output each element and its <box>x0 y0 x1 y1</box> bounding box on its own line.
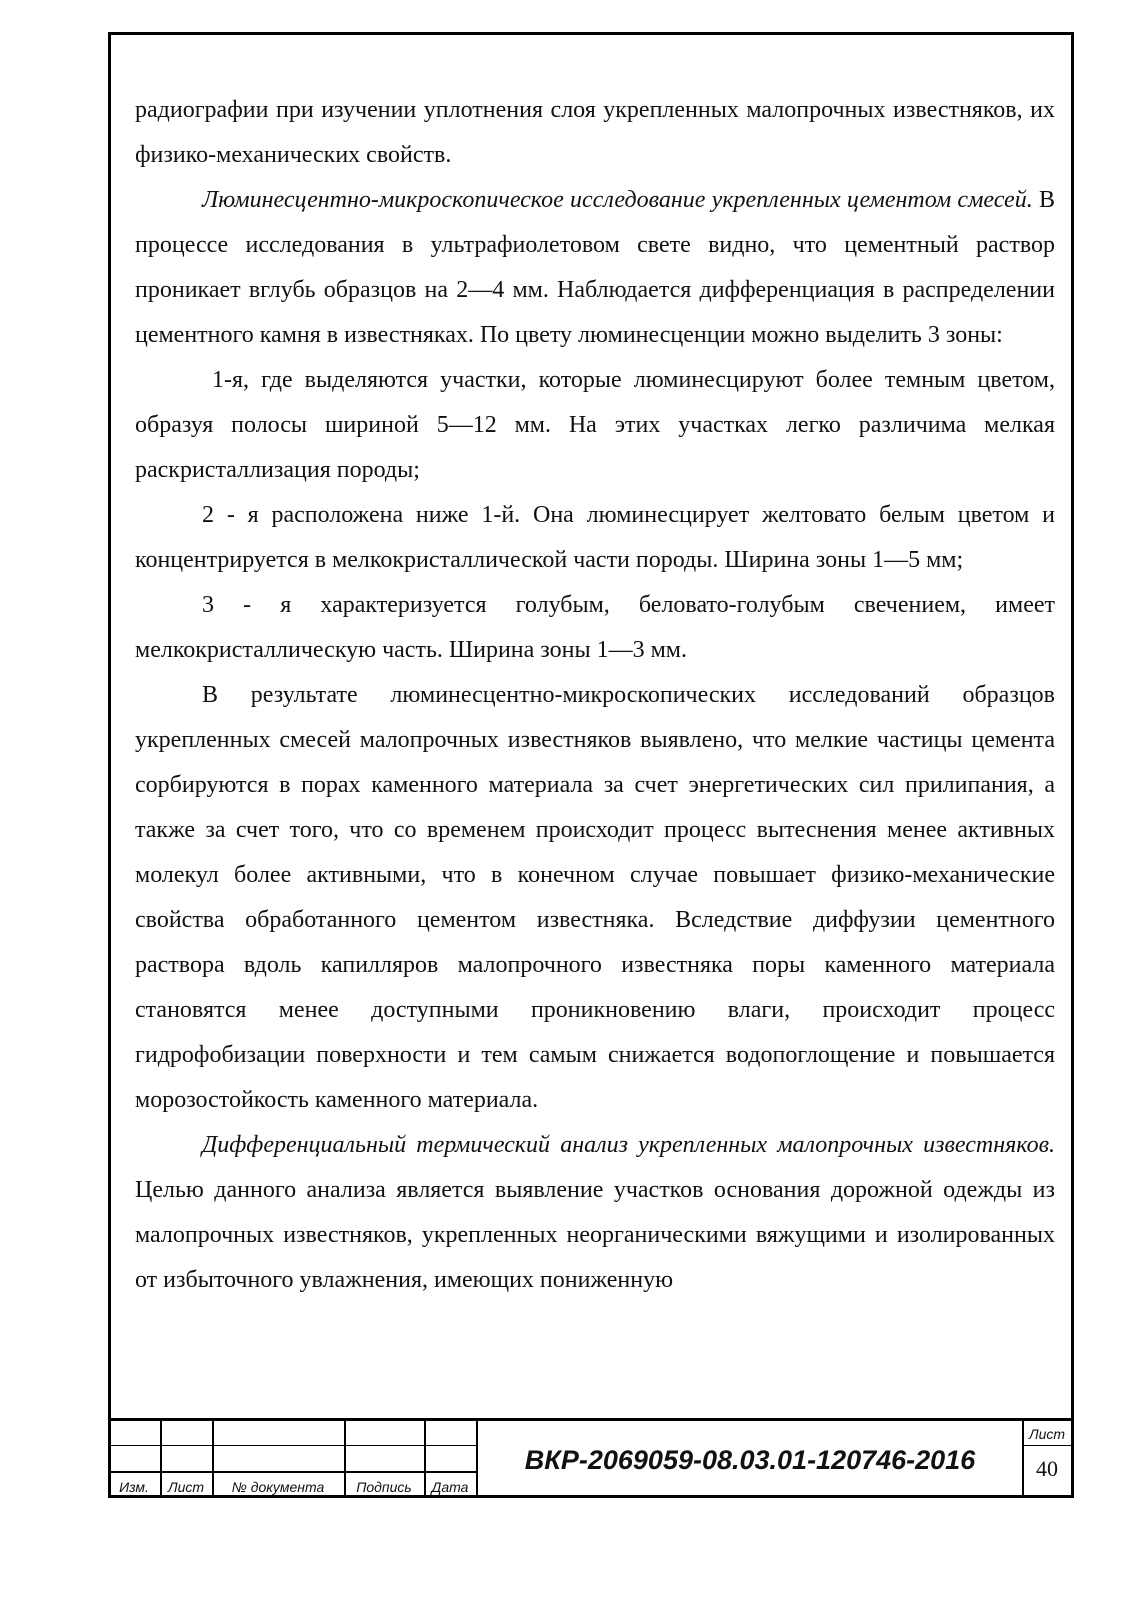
paragraph-2-heading: Люминесцентно-микроскопическое исследование укрепленных цементом смесей. <box>202 187 1033 213</box>
title-block <box>108 1418 1074 1498</box>
paragraph-7 <box>135 1123 1055 1303</box>
col-izm-label: Изм. <box>119 1479 149 1495</box>
paragraph-2 <box>135 178 1055 358</box>
col-list-label: Лист <box>167 1479 205 1495</box>
paragraph-6: В результате люминесцентно-микроскопических исследований образцов укрепленных смесей малопрочных известняков выявлено, что мелкие частицы цемента сорбируются в порах каменного материала за счет энергетических сил прилипания, а также за счет того, что со временем происходит процесс вытеснения менее активных молекул более активными, что в конечном случае повышает физико-механические свойства обработанного цементом известняка. Вследствие диффузии цементного раствора вдоль капилляров малопрочного известняка поры каменного материала становятся менее доступными проникновению влаги, происходит процесс гидрофобизации поверхности и тем самым снижается водопоглощение и повышается морозостойкость каменного материала. <box>135 682 1055 1113</box>
paragraph-3: 1-я, где выделяются участки, которые люминесцируют более темным цветом, образуя полосы шириной 5—12 мм. На этих участках легко различима мелкая раскристаллизация породы; <box>135 367 1055 483</box>
paragraph-7-text: Целью данного анализа является выявление участков основания дорожной одежды из малопрочных известняков, укрепленных неорганическими вяжущими и изолированных от избыточного увлажнения, имеющих пониженную <box>135 1177 1055 1293</box>
paragraph-5: 3 - я характеризуется голубым, беловато-голубым свечением, имеет мелкокристаллическую часть. Ширина зоны 1—3 мм. <box>135 592 1055 663</box>
stamp-row-line <box>108 1471 478 1473</box>
sheet-number: 40 <box>1036 1456 1058 1481</box>
stamp-row-line <box>1022 1445 1074 1446</box>
sheet-label: Лист <box>1028 1426 1066 1442</box>
body-text <box>135 88 1055 1303</box>
paragraph-4: 2 - я расположена ниже 1-й. Она люминесцирует желтовато белым цветом и концентрируется в мелкокристаллической части породы. Ширина зоны 1—5 мм; <box>135 502 1055 573</box>
document-code: ВКР-2069059-08.03.01-120746-2016 <box>524 1445 976 1475</box>
stamp-divider <box>476 1421 478 1498</box>
stamp-row-line <box>108 1445 478 1446</box>
col-sign-label: Подпись <box>356 1479 412 1495</box>
paragraph-7-heading: Дифференциальный термический анализ укрепленных малопрочных известняков. <box>202 1132 1055 1158</box>
col-doc-label: № документа <box>231 1479 325 1495</box>
col-date-label: Дата <box>431 1479 469 1495</box>
paragraph-2-text: В процессе исследования в ультрафиолетовом свете видно, что цементный раствор проникает вглубь образцов на 2—4 мм. Наблюдается дифференциация в распределении цементного камня в известняках. По цвету люминесценции можно выделить 3 зоны: <box>135 187 1055 348</box>
paragraph-1: радиографии при изучении уплотнения слоя укрепленных малопрочных известняков, их физико-механических свойств. <box>135 97 1055 168</box>
